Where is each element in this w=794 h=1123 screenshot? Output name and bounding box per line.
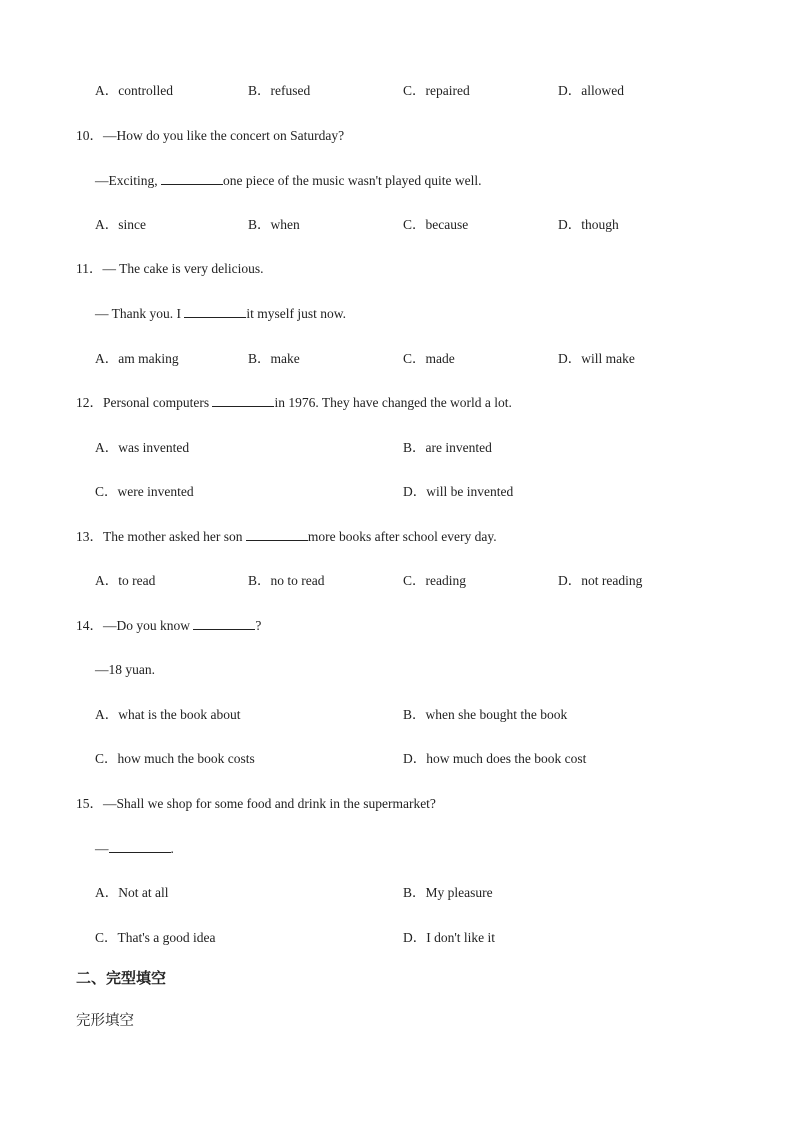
- q11-option-d: D．will make: [558, 351, 635, 366]
- answer-blank: [109, 840, 171, 853]
- q11-option-b: B．make: [248, 351, 300, 366]
- q13-option-d: D．not reading: [558, 573, 643, 588]
- q15-line2-pre: —: [95, 841, 109, 856]
- q13-stem-post: more books after school every day.: [307, 529, 497, 544]
- answer-blank: [212, 394, 274, 407]
- q9-option-b: B．refused: [248, 83, 311, 98]
- section-subheading: 完形填空: [76, 1013, 134, 1029]
- q12-option-a: A．was invented: [95, 440, 190, 455]
- answer-blank: [161, 172, 223, 185]
- q10-option-d: D．though: [558, 217, 619, 232]
- q14-line2: —18 yuan.: [95, 662, 155, 677]
- q10-stem: 10．—How do you like the concert on Saturday?: [76, 128, 345, 143]
- q14-stem-pre: 14．—Do you know: [76, 618, 194, 633]
- q14-option-c: C．how much the book costs: [95, 751, 255, 766]
- q11-stem: 11．— The cake is very delicious.: [76, 261, 264, 276]
- q10-line2-pre: —Exciting,: [95, 173, 161, 188]
- q15-option-b: B．My pleasure: [403, 885, 493, 900]
- q13-option-a: A．to read: [95, 573, 156, 588]
- q10-option-b: B．when: [248, 217, 300, 232]
- q14-stem: [76, 617, 261, 635]
- q13-option-c: C．reading: [403, 573, 466, 588]
- q10-option-a: A．since: [95, 217, 146, 232]
- answer-blank: [193, 617, 255, 630]
- answer-blank: [246, 528, 308, 541]
- q11-option-a: A．am making: [95, 351, 179, 366]
- q9-option-a: A．controlled: [95, 83, 173, 98]
- q11-line2-post: it myself just now.: [246, 306, 346, 321]
- q13-option-b: B．no to read: [248, 573, 325, 588]
- q15-option-d: D．I don't like it: [403, 930, 496, 945]
- q12-stem: [76, 394, 512, 412]
- q12-option-c: C．were invented: [95, 484, 194, 499]
- q12-option-d: D．will be invented: [403, 484, 514, 499]
- q13-stem: [76, 528, 497, 546]
- q15-line2-post: .: [170, 841, 174, 856]
- q13-stem-pre: 13．The mother asked her son: [76, 529, 246, 544]
- q15-option-c: C．That's a good idea: [95, 930, 216, 945]
- section-heading: 二、完型填空: [76, 969, 167, 987]
- q14-option-d: D．how much does the book cost: [403, 751, 587, 766]
- q12-stem-post: in 1976. They have changed the world a lot.: [274, 395, 512, 410]
- q10-option-c: C．because: [403, 217, 469, 232]
- q15-option-a: A．Not at all: [95, 885, 169, 900]
- q15-stem: 15．—Shall we shop for some food and drink in the supermarket?: [76, 796, 436, 811]
- q11-line2-pre: — Thank you. I: [95, 306, 185, 321]
- q15-line2: [95, 840, 174, 858]
- q9-option-c: C．repaired: [403, 83, 470, 98]
- q14-option-b: B．when she bought the book: [403, 707, 568, 722]
- q9-option-d: D．allowed: [558, 83, 624, 98]
- q11-line2: [95, 305, 346, 323]
- q11-option-c: C．made: [403, 351, 455, 366]
- q14-stem-post: ?: [255, 618, 262, 633]
- answer-blank: [184, 305, 246, 318]
- q12-stem-pre: 12．Personal computers: [76, 395, 213, 410]
- q12-option-b: B．are invented: [403, 440, 492, 455]
- q14-option-a: A．what is the book about: [95, 707, 241, 722]
- q10-line2: [95, 172, 481, 190]
- q10-line2-post: one piece of the music wasn't played quite well.: [223, 173, 482, 188]
